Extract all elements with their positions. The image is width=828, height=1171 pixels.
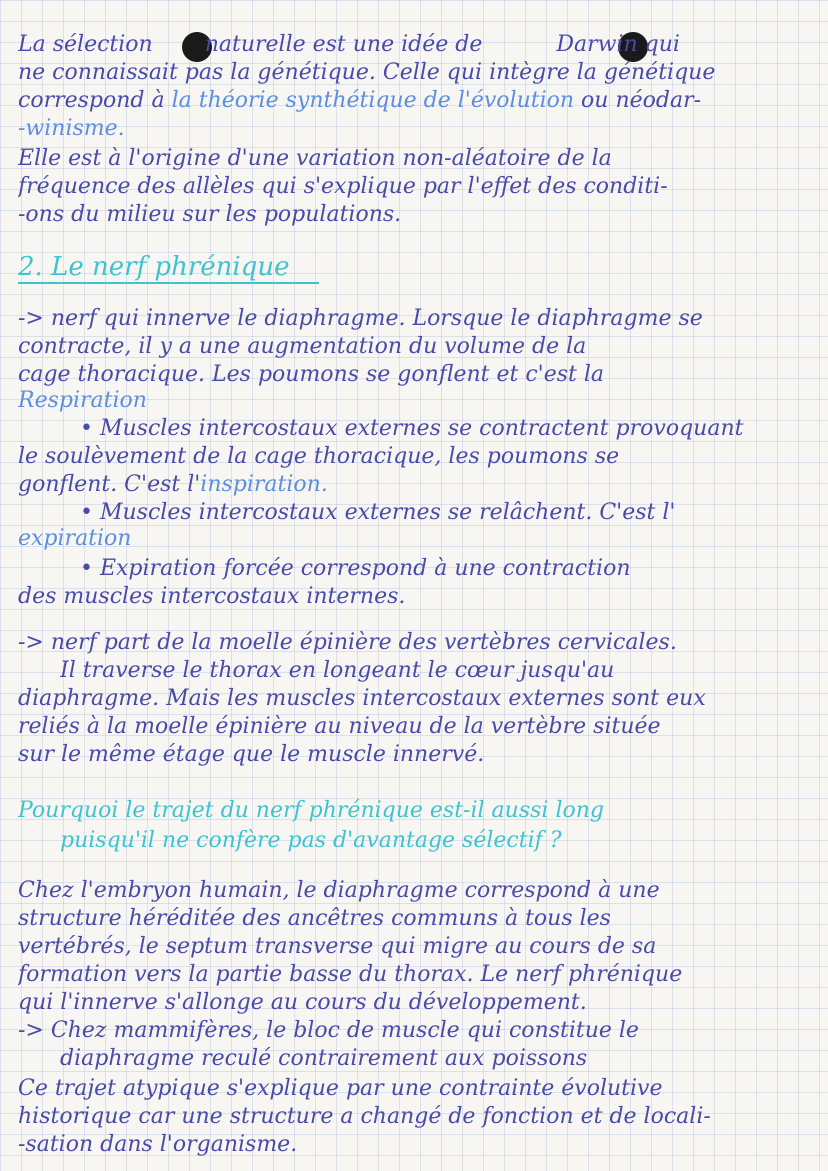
question-line: puisqu'il ne confère pas d'avantage sélectif ? [60,828,562,853]
question-line: Pourquoi le trajet du nerf phrénique est-il aussi long [18,798,604,823]
text-line: historique car une structure a changé de fonction et de locali- [18,1104,711,1129]
text-line: le soulèvement de la cage thoracique, les poumons se [18,444,620,469]
text-line: reliés à la moelle épinière au niveau de la vertèbre située [18,714,661,739]
text-line: cage thoracique. Les poumons se gonflent et c'est la [18,362,605,387]
bullet-line: • Muscles intercostaux externes se relâchent. C'est l' [80,500,676,525]
text-line: contracte, il y a une augmentation du volume de la [18,334,587,359]
text-line: fréquence des allèles qui s'explique par l'effet des conditi- [18,174,668,199]
text-line: diaphragme reculé contrairement aux poissons [60,1046,588,1071]
text-line: des muscles intercostaux internes. [18,584,406,609]
text-line: Il traverse le thorax en longeant le cœur jusqu'au [60,658,615,683]
text-line: -> nerf qui innerve le diaphragme. Lorsque le diaphragme se [18,306,703,331]
text-line: Chez l'embryon humain, le diaphragme correspond à une [18,878,660,903]
text-line: Elle est à l'origine d'une variation non-aléatoire de la [18,146,612,171]
text-line: ne connaissait pas la génétique. Celle qui intègre la génétique [18,60,716,85]
text-line: structure héréditée des ancêtres communs à tous les [18,906,611,931]
text-line: gonflent. C'est l'inspiration. [18,472,328,497]
text-line: formation vers la partie basse du thorax. Le nerf phrénique [18,962,683,987]
text-line: vertébrés, le septum transverse qui migre au cours de sa [18,934,657,959]
text-line: -sation dans l'organisme. [18,1132,298,1157]
text-line: -winisme. [18,116,125,141]
text-line: -ons du milieu sur les populations. [18,202,402,227]
text-line: Respiration [18,388,147,413]
text-line: qui l'innerve s'allonge au cours du développement. [18,990,587,1015]
bullet-line: • Expiration forcée correspond à une contraction [80,556,631,581]
text-line: expiration [18,526,132,551]
text-line: Ce trajet atypique s'explique par une contrainte évolutive [18,1076,663,1101]
text-line: -> Chez mammifères, le bloc de muscle qui constitue le [18,1018,639,1043]
text-line: La sélection naturelle est une idée de Darwin qui [18,32,680,57]
bullet-line: • Muscles intercostaux externes se contractent provoquant [80,416,744,441]
text-line: -> nerf part de la moelle épinière des vertèbres cervicales. [18,630,677,655]
text-line: diaphragme. Mais les muscles intercostaux externes sont eux [18,686,706,711]
text-line: correspond à la théorie synthétique de l'évolution ou néodar- [18,88,702,113]
section-title: 2. Le nerf phrénique [18,252,319,284]
text-line: sur le même étage que le muscle innervé. [18,742,485,767]
